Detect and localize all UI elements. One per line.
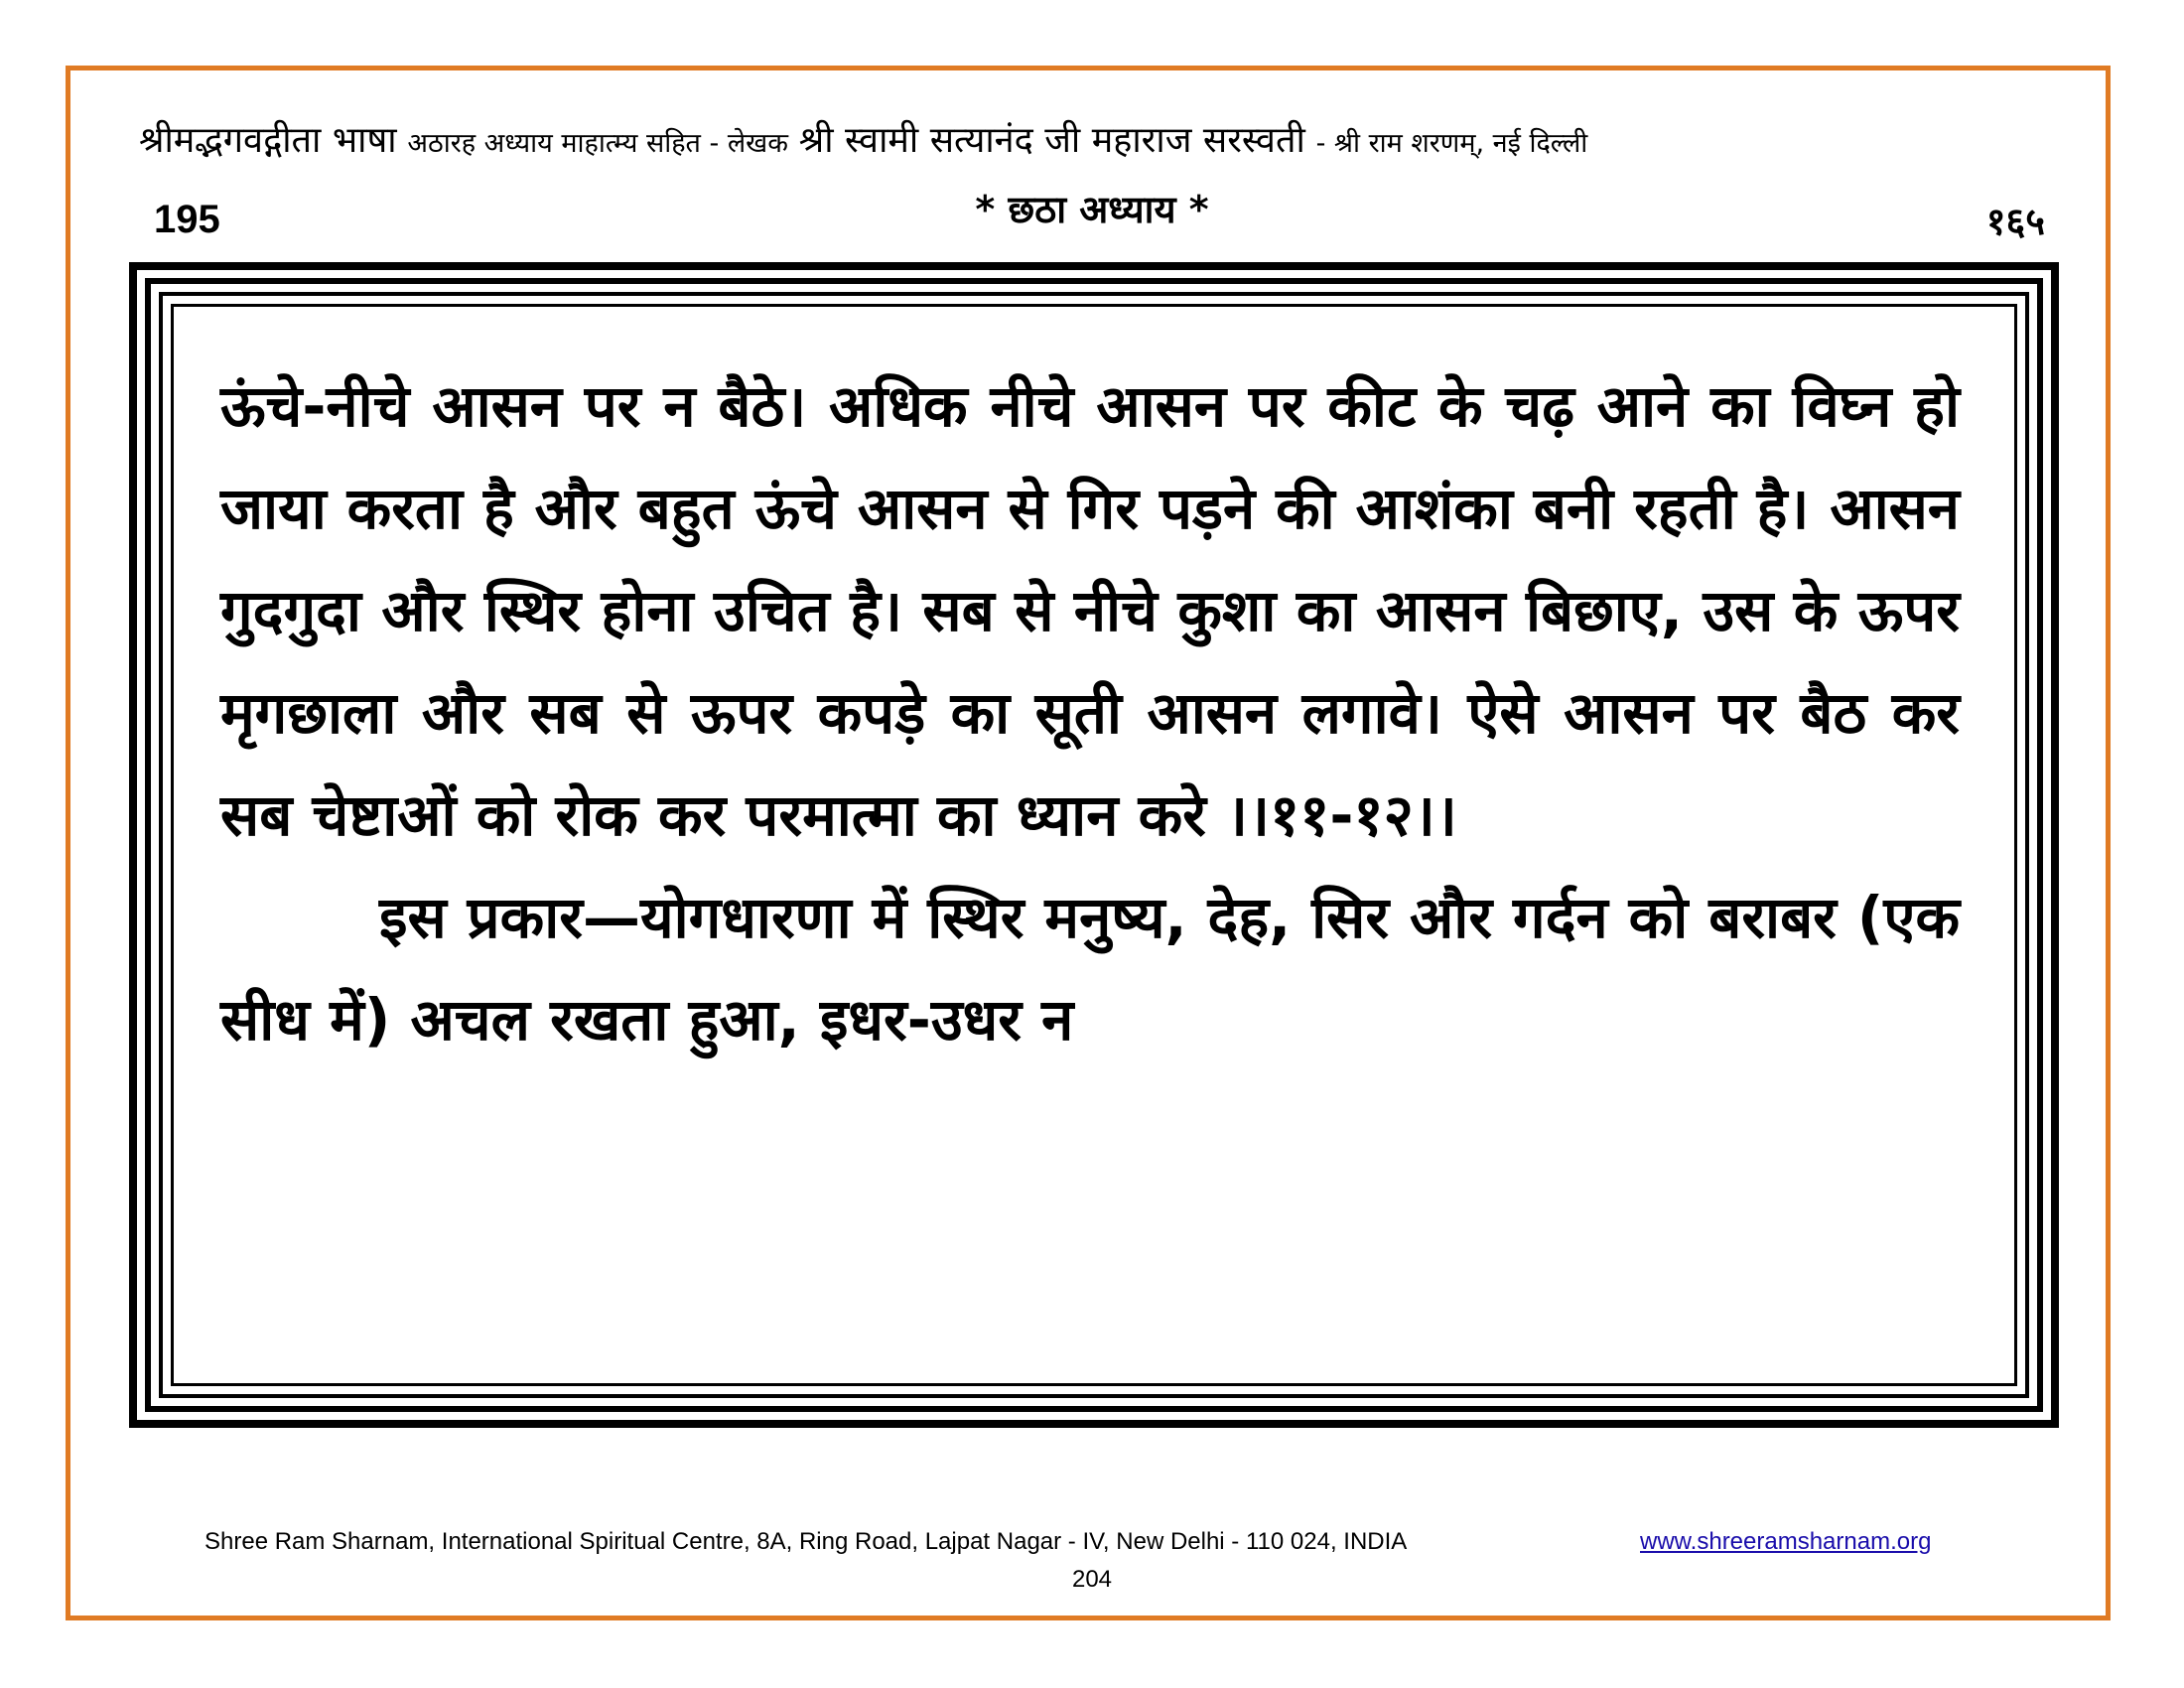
chapter-title: * छठा अध्याय * <box>975 188 1209 231</box>
verse-commentary <box>220 355 1960 1071</box>
book-subtitle: अठारह अध्याय माहात्म्य सहित - लेखक <box>407 128 788 159</box>
footer-address: Shree Ram Sharnam, International Spiritual Centre, 8A, Ring Road, Lajpat Nagar - IV, New Delhi - 110 024, INDIA <box>205 1528 1408 1555</box>
page-number-left: 195 <box>154 198 220 241</box>
paragraph: इस प्रकार—योगधारणा में स्थिर मनुष्य, देह, सिर और गर्दन को बराबर (एक सीध में) अचल रखता हुआ, इधर-उधर न <box>220 884 1960 1054</box>
page-number-right: १६५ <box>1985 200 2045 243</box>
footer-page-number: 204 <box>1071 1566 1113 1593</box>
book-title: श्रीमद्भगवद्गीता भाषा <box>139 120 397 161</box>
publisher-name: - श्री राम शरणम्, नई दिल्ली <box>1315 128 1588 159</box>
running-header <box>139 117 2065 168</box>
author-name: श्री स्वामी सत्यानंद जी महाराज सरस्वती <box>798 120 1305 161</box>
website-link[interactable]: www.shreeramsharnam.org <box>1640 1528 1932 1555</box>
paragraph: ऊंचे-नीचे आसन पर न बैठे। अधिक नीचे आसन पर कीट के चढ़ आने का विघ्न हो जाया करता है और बहुत ऊंचे आसन से गिर पड़ने की आशंका बनी रहती है। आसन गुदगुदा और स्थिर होना उचित है। सब से नीचे कुशा का आसन बिछाए, उस के ऊपर मृगछाला और सब से ऊपर कपड़े का सूती आसन लगावे। ऐसे आसन पर बैठ कर सब चेष्टाओं को रोक कर परमात्मा का ध्यान करे ।।११-१२।। <box>220 372 1960 849</box>
